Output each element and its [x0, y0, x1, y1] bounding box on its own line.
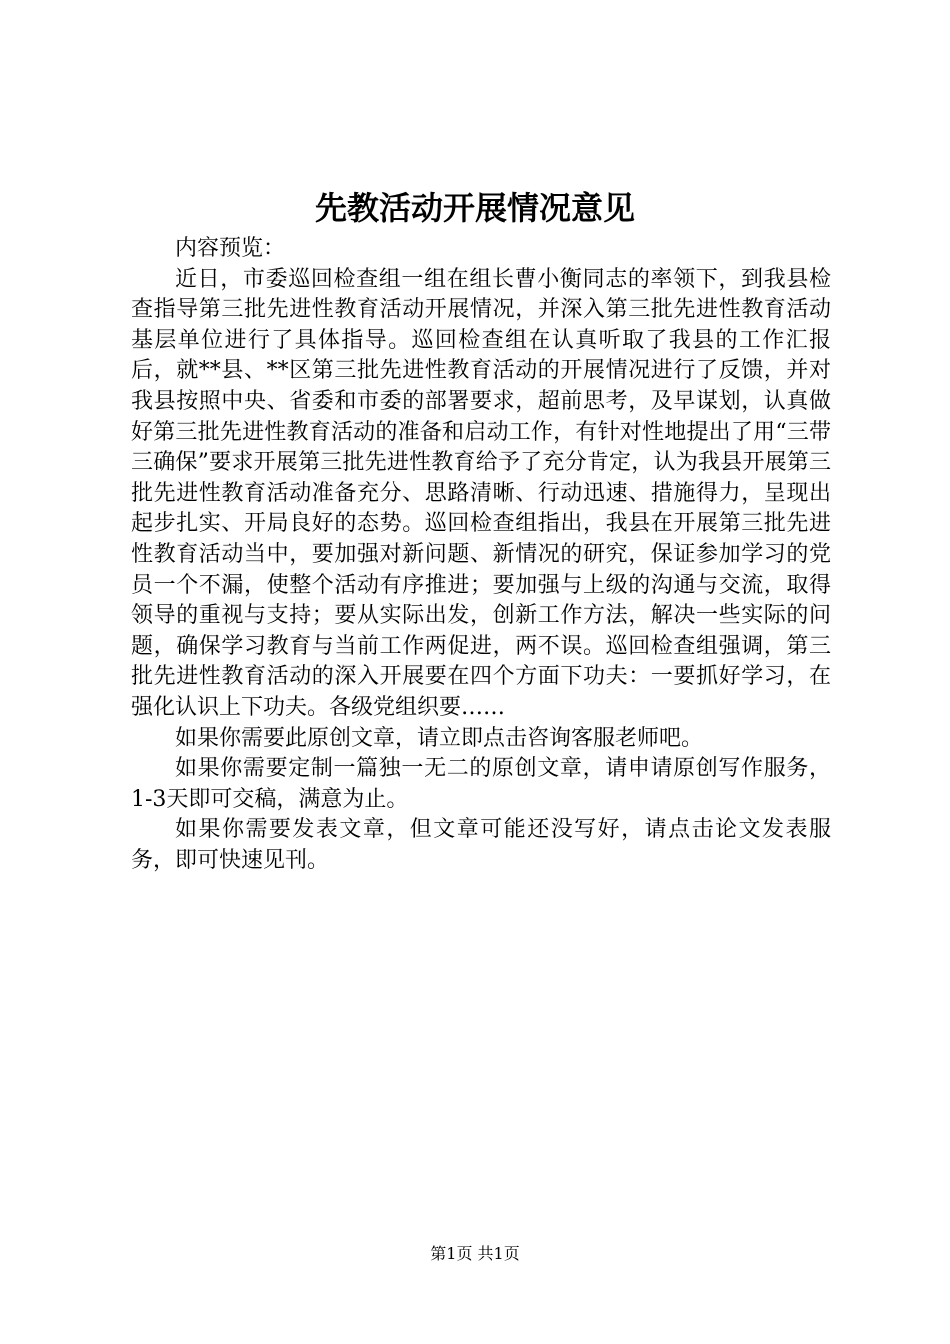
page-footer: 第1页 共1页: [430, 1244, 520, 1263]
document-title: 先教活动开展情况意见: [314, 189, 635, 227]
document-content: [131, 234, 831, 876]
preview-label: 内容预览：: [175, 236, 286, 261]
promo-paragraph-custom-writing: 如果你需要定制一篇独一无二的原创文章，请申请原创写作服务，1-3天即可交稿，满意为止。: [131, 756, 831, 812]
promo-paragraph-consult: 如果你需要此原创文章，请立即点击咨询客服老师吧。: [175, 725, 704, 751]
promo-paragraph-publishing: 如果你需要发表文章，但文章可能还没写好，请点击论文发表服务，即可快速见刊。: [131, 817, 831, 873]
body-paragraph: 近日，市委巡回检查组一组在组长曹小衡同志的率领下，到我县检查指导第三批先进性教育活动开展情况，并深入第三批先进性教育活动基层单位进行了具体指导。巡回检查组在认真听取了我县的工作汇报后，就**县、**区第三批先进性教育活动的开展情况进行了反馈，并对我县按照中央、省委和市委的部署要求，超前思考，及早谋划，认真做好第三批先进性教育活动的准备和启动工作，有针对性地提出了用“三带三确保”要求开展第三批先进性教育给予了充分肯定，认为我县开展第三批先进性教育活动准备充分、思路清晰、行动迅速、措施得力，呈现出起步扎实、开局良好的态势。巡回检查组指出，我县在开展第三批先进性教育活动当中，要加强对新问题、新情况的研究，保证参加学习的党员一个不漏，使整个活动有序推进；要加强与上级的沟通与交流，取得领导的重视与支持；要从实际出发，创新工作方法，解决一些实际的问题，确保学习教育与当前工作两促进，两不误。巡回检查组强调，第三批先进性教育活动的深入开展要在四个方面下功夫：一要抓好学习，在强化认识上下功夫。各级党组织要……: [131, 266, 831, 720]
